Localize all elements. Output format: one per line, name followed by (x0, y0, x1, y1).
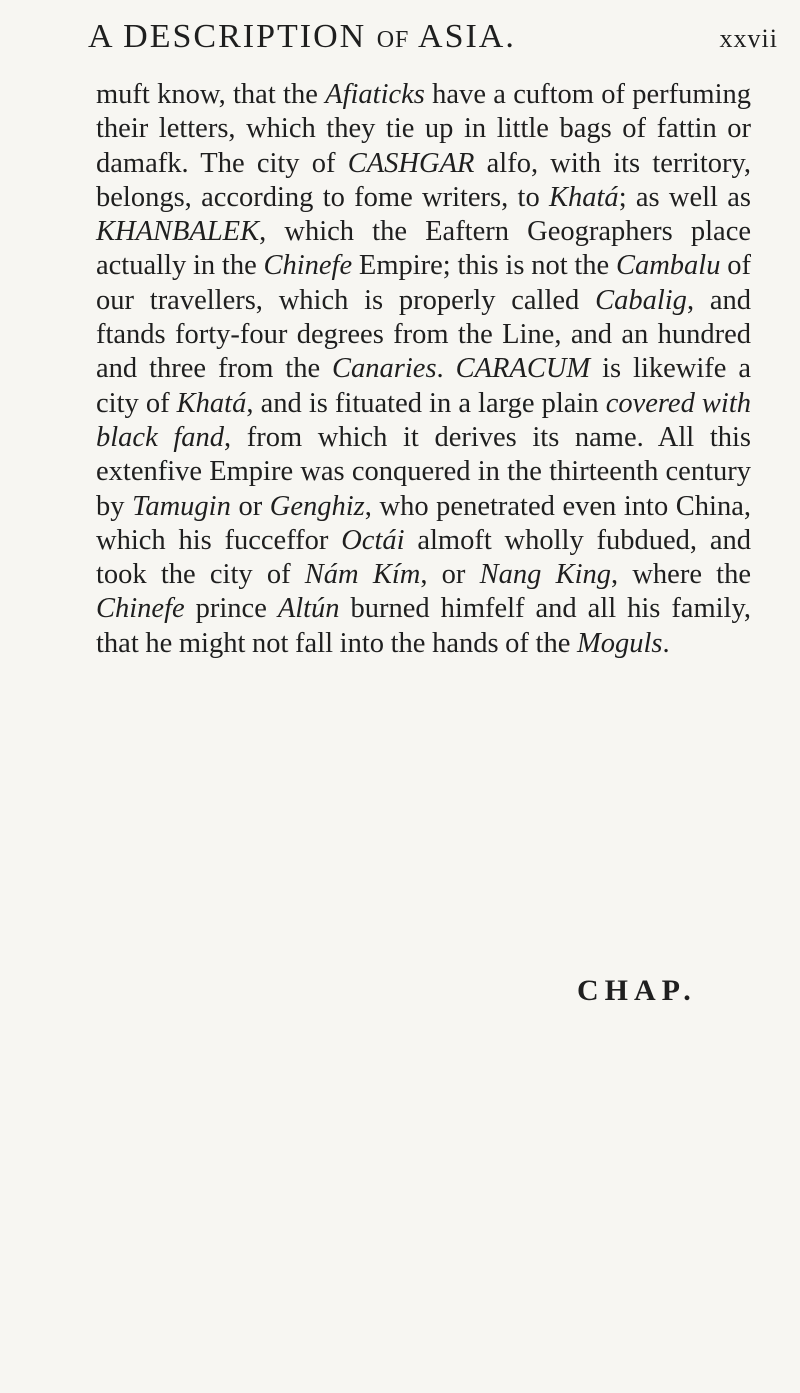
body-paragraph (96, 78, 751, 661)
paragraph (96, 78, 751, 661)
text-run: of our travellers, which is properly called (96, 250, 751, 316)
text-run: is likewife a city of (96, 353, 752, 419)
text-run: have a cuftom of perfuming their letters, which they tie up in little bags of fattin or damafk. The city of (96, 79, 751, 179)
text-run: , where the (611, 559, 751, 591)
italic-term: Genghiz (269, 490, 365, 522)
italic-term: KHANBALEK (96, 216, 260, 248)
italic-term: Tamugin (132, 490, 231, 522)
text-run: or (230, 490, 270, 522)
text-run: , who penetrated even into China, which his fucceffor (96, 490, 751, 556)
title-suffix: ASIA. (409, 18, 516, 55)
italic-term: covered with black fand (96, 387, 752, 453)
italic-term: Canaries (332, 353, 437, 385)
italic-term: Chinefe (96, 593, 185, 625)
text-run: Empire; this is not the (352, 250, 616, 282)
running-head (88, 18, 778, 68)
title-of: OF (376, 27, 410, 53)
text-run: . (662, 627, 670, 659)
text-run: muft know, that the (96, 79, 326, 110)
italic-term: Altún (277, 593, 340, 625)
text-run: almoft wholly fubdued, and took the city of (96, 524, 751, 591)
text-run: burned himfelf and all his family, that he might not fall into the hands of the (96, 593, 751, 659)
text-run: , and ftands forty-four degrees from the Line, and an hundred and three from the (96, 284, 751, 385)
italic-term: Khatá (549, 181, 619, 213)
text-run: prince (184, 593, 278, 625)
italic-term: Octái (341, 524, 405, 556)
page-number: xxvii (719, 24, 778, 53)
text-run: alfo, with its territory, belongs, according to fome writers, to (96, 147, 752, 213)
italic-term: Cabalig (595, 284, 687, 316)
text-run: , which the Eaftern Geographers place actually in the (96, 216, 751, 282)
italic-term: Nang King (479, 559, 612, 591)
title-prefix: A DESCRIPTION (88, 18, 377, 55)
italic-term: Khatá (176, 387, 247, 419)
text-run: , from which it derives its name. All this extenfive Empire was conquered in the thirteenth century by (96, 421, 751, 522)
italic-term: Afiaticks (325, 79, 425, 110)
italic-term: Cambalu (615, 250, 721, 282)
italic-term: Moguls (577, 627, 663, 659)
italic-term: CASHGAR (347, 147, 475, 179)
italic-term: CARACUM (455, 353, 591, 385)
text-run: , or (420, 559, 480, 591)
text-run: . (436, 353, 456, 385)
italic-term: Nám Kím (304, 559, 421, 591)
italic-term: Chinefe (263, 250, 353, 282)
text-run: ; as well as (618, 181, 751, 213)
catchword: CHAP. (577, 974, 697, 1007)
text-run: , and is fituated in a large plain (246, 387, 606, 419)
running-title (88, 18, 516, 56)
